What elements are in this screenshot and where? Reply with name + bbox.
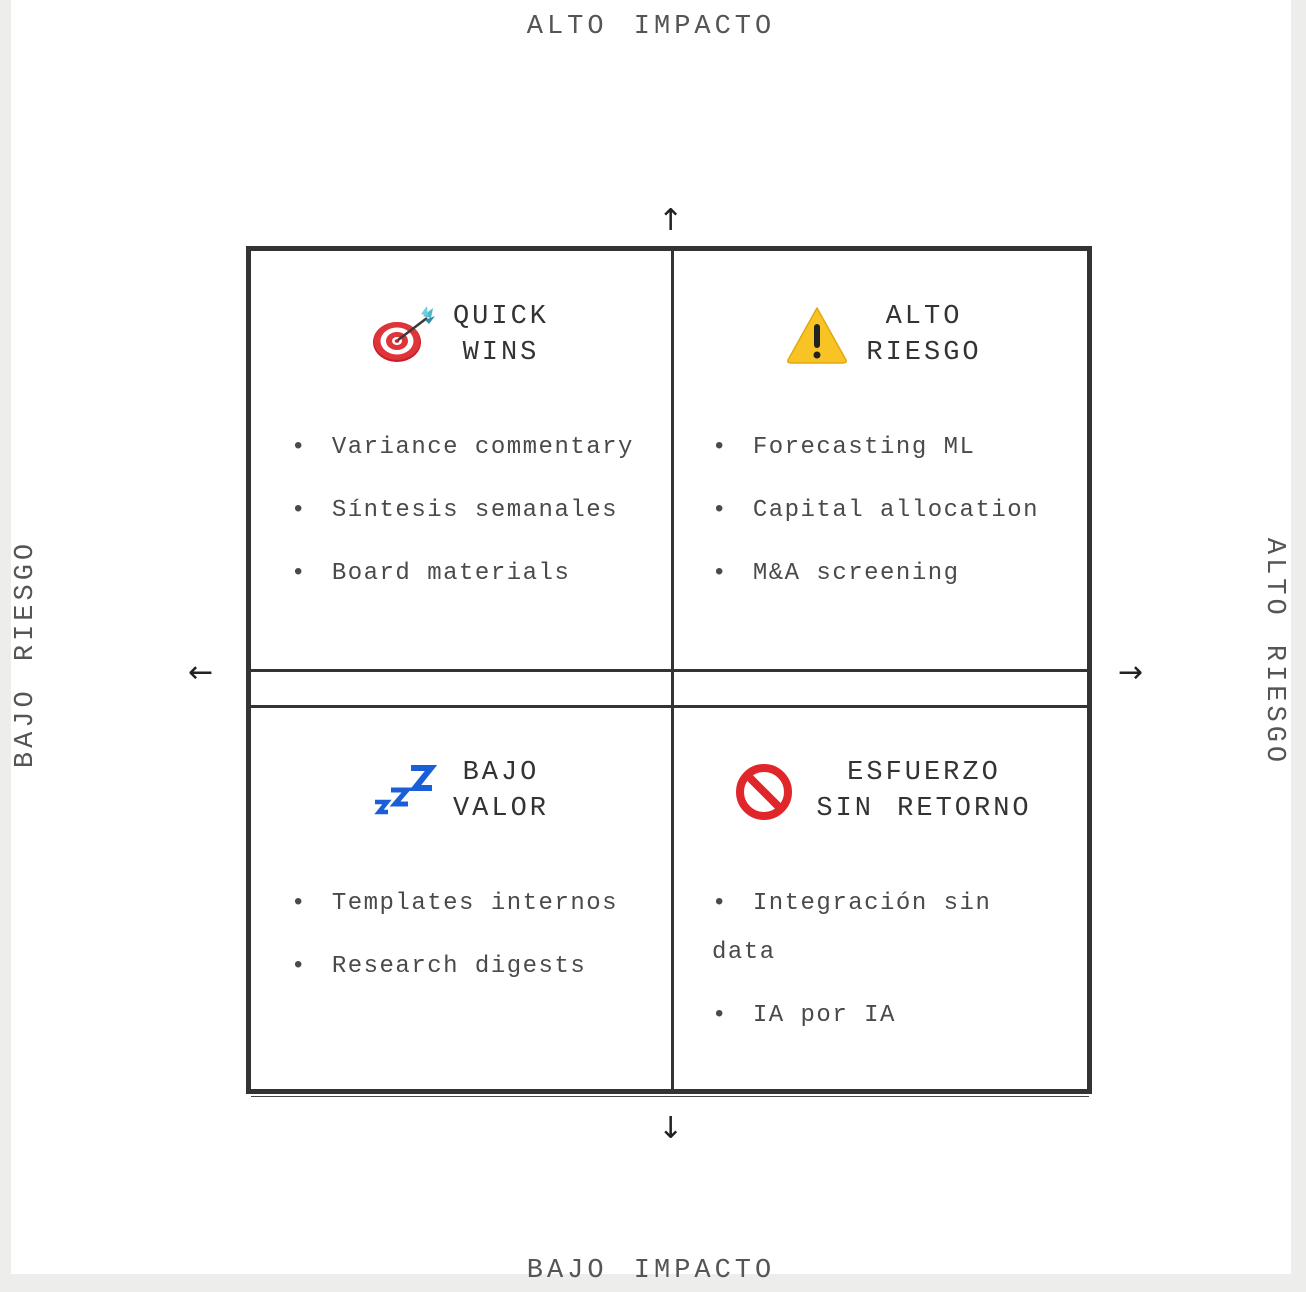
quadrant-title-line1: ESFUERZO xyxy=(847,758,1001,788)
quadrant-alto-riesgo xyxy=(674,251,1092,669)
dart-target-icon xyxy=(371,302,437,368)
arrow-left-icon: ← xyxy=(188,655,214,690)
list-item: • IA por IA xyxy=(712,991,1012,1040)
list-item: • Board materials xyxy=(291,549,641,598)
quadrant-title-line1: QUICK xyxy=(452,302,549,332)
quadrant-title-line2: SIN RETORNO xyxy=(816,794,1032,824)
quadrant-title xyxy=(453,299,549,371)
axis-label-top: ALTO IMPACTO xyxy=(526,12,776,42)
quadrant-title xyxy=(816,755,1031,827)
quadrant-title-line1: BAJO xyxy=(462,758,540,788)
axis-label-left: BAJO RIESGO xyxy=(11,539,41,769)
horizontal-divider-upper xyxy=(251,669,1087,672)
quadrant-quick-wins xyxy=(251,251,669,669)
quadrant-title xyxy=(453,755,549,827)
prohibited-icon xyxy=(734,758,800,824)
quadrant-list xyxy=(712,423,1092,612)
quadrant-list xyxy=(712,879,1012,1054)
arrow-down-icon: ↓ xyxy=(658,1111,684,1146)
list-item: • Templates internos xyxy=(291,879,641,928)
quadrant-header xyxy=(251,755,669,827)
quadrant-list xyxy=(291,423,641,612)
quadrant-title-line2: RIESGO xyxy=(866,338,982,368)
quadrant-list xyxy=(291,879,641,1005)
quadrant-title-line2: WINS xyxy=(462,338,540,368)
axis-label-right: ALTO RIESGO xyxy=(1259,537,1289,767)
list-item: • Forecasting ML xyxy=(712,423,1092,472)
quadrant-header xyxy=(251,299,669,371)
diagram-page xyxy=(11,0,1291,1286)
quadrant-title-line1: ALTO xyxy=(885,302,963,332)
list-item: • Síntesis semanales xyxy=(291,486,641,535)
arrow-right-icon: → xyxy=(1118,655,1144,690)
quadrant-header xyxy=(674,755,1092,827)
warning-icon xyxy=(784,302,850,368)
quadrant-esfuerzo-sin-retorno xyxy=(674,708,1092,1088)
arrow-up-icon: ↑ xyxy=(658,203,684,238)
quadrant-title xyxy=(866,299,981,371)
quadrant-header xyxy=(674,299,1092,371)
list-item: • M&A screening xyxy=(712,549,1092,598)
quadrant-matrix xyxy=(246,246,1092,1094)
list-item: • Research digests xyxy=(291,942,641,991)
axis-label-bottom: BAJO IMPACTO xyxy=(526,1256,776,1286)
quadrant-bajo-valor xyxy=(251,708,669,1088)
list-item: • Variance commentary xyxy=(291,423,641,472)
quadrant-title-line2: VALOR xyxy=(452,794,549,824)
list-item: • Capital allocation xyxy=(712,486,1092,535)
zzz-sleep-icon xyxy=(371,758,437,824)
list-item: • Integración sin data xyxy=(712,879,1012,977)
